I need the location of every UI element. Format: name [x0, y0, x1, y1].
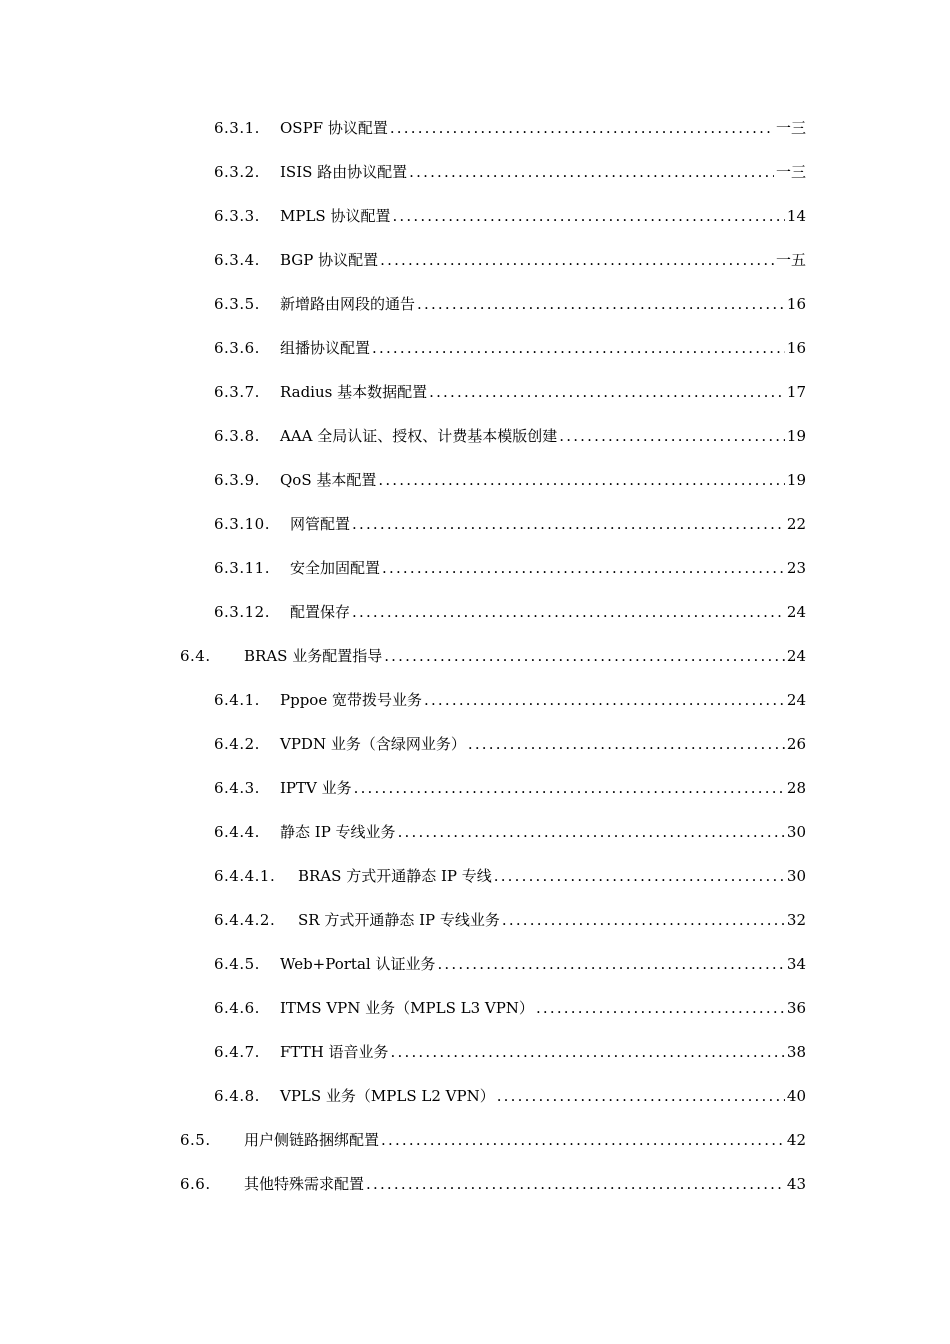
toc-dot-leader — [354, 766, 785, 810]
toc-entry-number: 6.3.5. — [214, 295, 260, 313]
toc-entry[interactable] — [214, 458, 806, 502]
toc-entry[interactable] — [214, 194, 806, 238]
toc-entry[interactable] — [214, 414, 806, 458]
toc-entry[interactable] — [214, 766, 806, 810]
toc-entry-number: 6.4.4.1. — [214, 867, 276, 885]
toc-entry[interactable] — [214, 942, 806, 986]
toc-entry-number: 6.4.4.2. — [214, 911, 276, 929]
toc-dot-leader — [437, 942, 784, 986]
toc-entry[interactable] — [214, 986, 806, 1030]
toc-entry-title: 网管配置 — [290, 515, 351, 533]
toc-entry-title: VPDN 业务（含绿网业务） — [280, 735, 466, 753]
toc-entry-title: IPTV 业务 — [280, 779, 352, 797]
toc-dot-leader — [417, 282, 785, 326]
toc-entry[interactable] — [214, 722, 806, 766]
toc-entry[interactable] — [214, 370, 806, 414]
toc-dot-leader — [429, 370, 785, 414]
toc-entry-number: 6.4.6. — [214, 999, 260, 1017]
toc-dot-leader — [409, 150, 774, 194]
toc-dot-leader — [536, 986, 785, 1030]
toc-entry-title: 其他特殊需求配置 — [244, 1175, 365, 1193]
toc-entry[interactable] — [214, 238, 806, 282]
toc-entry-title: Web+Portal 认证业务 — [280, 955, 436, 973]
toc-dot-leader — [366, 1162, 785, 1206]
toc-dot-leader — [391, 1030, 785, 1074]
toc-entry-title: BGP 协议配置 — [280, 251, 379, 269]
toc-entry-title: QoS 基本配置 — [280, 471, 377, 489]
toc-entry[interactable] — [180, 1118, 806, 1162]
toc-entry-title: VPLS 业务（MPLS L2 VPN） — [280, 1087, 495, 1105]
toc-entry-number: 6.3.12. — [214, 603, 270, 621]
toc-dot-leader — [382, 546, 785, 590]
toc-entry-page: 22 — [786, 515, 806, 533]
toc-entry-number: 6.4.1. — [214, 691, 260, 709]
toc-entry-title: BRAS 业务配置指导 — [244, 647, 383, 665]
toc-entry-page: 一三 — [775, 119, 806, 137]
toc-entry-number: 6.3.9. — [214, 471, 260, 489]
toc-dot-leader — [497, 1074, 785, 1118]
toc-entry[interactable] — [214, 502, 806, 546]
toc-entry-page: 24 — [786, 691, 806, 709]
toc-entry-title: 静态 IP 专线业务 — [280, 823, 396, 841]
toc-entry-number: 6.4.7. — [214, 1043, 260, 1061]
toc-entry-title: ISIS 路由协议配置 — [280, 163, 408, 181]
toc-entry-page: 42 — [786, 1131, 806, 1149]
toc-entry-title: OSPF 协议配置 — [280, 119, 388, 137]
toc-entry[interactable] — [180, 634, 806, 678]
toc-entry-title: AAA 全局认证、授权、计费基本模版创建 — [280, 427, 558, 445]
toc-entry-title: Pppoe 宽带拨号业务 — [280, 691, 422, 709]
toc-entry-title: BRAS 方式开通静态 IP 专线 — [298, 867, 492, 885]
toc-dot-leader — [424, 678, 785, 722]
toc-entry-title: SR 方式开通静态 IP 专线业务 — [298, 911, 500, 929]
toc-entry-page: 43 — [786, 1175, 806, 1193]
toc-entry-title: 新增路由网段的通告 — [280, 295, 416, 313]
toc-entry-page: 23 — [786, 559, 806, 577]
toc-entry-title: 组播协议配置 — [280, 339, 371, 357]
toc-entry-page: 19 — [786, 471, 806, 489]
toc-entry-number: 6.4.4. — [214, 823, 260, 841]
toc-entry-number: 6.6. — [180, 1175, 211, 1193]
toc-entry-title: 安全加固配置 — [290, 559, 381, 577]
toc-entry-page: 26 — [786, 735, 806, 753]
toc-entry[interactable] — [214, 898, 806, 942]
toc-entry-number: 6.3.8. — [214, 427, 260, 445]
toc-entry-page: 17 — [786, 383, 806, 401]
toc-dot-leader — [384, 634, 785, 678]
toc-entry[interactable] — [214, 150, 806, 194]
toc-entry-number: 6.4. — [180, 647, 211, 665]
toc-entry[interactable] — [214, 590, 806, 634]
toc-entry-page: 14 — [786, 207, 806, 225]
toc-entry-title: 用户侧链路捆绑配置 — [244, 1131, 380, 1149]
toc-entry-page: 32 — [786, 911, 806, 929]
toc-entry-page: 40 — [786, 1087, 806, 1105]
toc-entry[interactable] — [214, 326, 806, 370]
toc-entry-page: 19 — [786, 427, 806, 445]
toc-entry-page: 34 — [786, 955, 806, 973]
table-of-contents — [0, 106, 950, 1206]
toc-dot-leader — [494, 854, 785, 898]
toc-entry[interactable] — [180, 1162, 806, 1206]
toc-dot-leader — [398, 810, 785, 854]
toc-entry-page: 30 — [786, 867, 806, 885]
toc-entry[interactable] — [214, 854, 806, 898]
toc-entry[interactable] — [214, 1030, 806, 1074]
toc-entry[interactable] — [214, 546, 806, 590]
toc-dot-leader — [468, 722, 785, 766]
toc-entry-page: 24 — [786, 647, 806, 665]
toc-dot-leader — [352, 502, 785, 546]
toc-entry-title: 配置保存 — [290, 603, 351, 621]
toc-entry-number: 6.3.6. — [214, 339, 260, 357]
toc-entry-page: 28 — [786, 779, 806, 797]
toc-dot-leader — [380, 238, 774, 282]
toc-entry-number: 6.3.1. — [214, 119, 260, 137]
toc-dot-leader — [381, 1118, 785, 1162]
toc-dot-leader — [559, 414, 785, 458]
toc-entry[interactable] — [214, 1074, 806, 1118]
toc-entry-title: ITMS VPN 业务（MPLS L3 VPN） — [280, 999, 534, 1017]
toc-dot-leader — [392, 194, 784, 238]
toc-entry-number: 6.4.2. — [214, 735, 260, 753]
toc-entry-number: 6.3.10. — [214, 515, 270, 533]
toc-entry-number: 6.3.4. — [214, 251, 260, 269]
toc-entry-number: 6.3.11. — [214, 559, 270, 577]
toc-entry-number: 6.3.7. — [214, 383, 260, 401]
toc-dot-leader — [372, 326, 785, 370]
toc-entry-page: 16 — [786, 295, 806, 313]
toc-entry-page: 一五 — [775, 251, 806, 269]
toc-entry-title: Radius 基本数据配置 — [280, 383, 428, 401]
toc-entry-number: 6.4.8. — [214, 1087, 260, 1105]
toc-entry[interactable] — [214, 106, 806, 150]
toc-dot-leader — [502, 898, 785, 942]
toc-entry-number: 6.5. — [180, 1131, 211, 1149]
toc-entry-page: 16 — [786, 339, 806, 357]
toc-entry-title: MPLS 协议配置 — [280, 207, 391, 225]
toc-entry-page: 38 — [786, 1043, 806, 1061]
toc-entry-page: 24 — [786, 603, 806, 621]
toc-entry[interactable] — [214, 810, 806, 854]
toc-entry-number: 6.3.2. — [214, 163, 260, 181]
toc-entry-title: FTTH 语音业务 — [280, 1043, 389, 1061]
toc-dot-leader — [378, 458, 785, 502]
toc-entry[interactable] — [214, 678, 806, 722]
toc-entry-page: 一三 — [775, 163, 806, 181]
toc-entry[interactable] — [214, 282, 806, 326]
toc-dot-leader — [352, 590, 785, 634]
toc-entry-number: 6.4.3. — [214, 779, 260, 797]
toc-entry-number: 6.4.5. — [214, 955, 260, 973]
toc-dot-leader — [390, 106, 774, 150]
toc-entry-page: 30 — [786, 823, 806, 841]
toc-entry-page: 36 — [786, 999, 806, 1017]
toc-entry-number: 6.3.3. — [214, 207, 260, 225]
